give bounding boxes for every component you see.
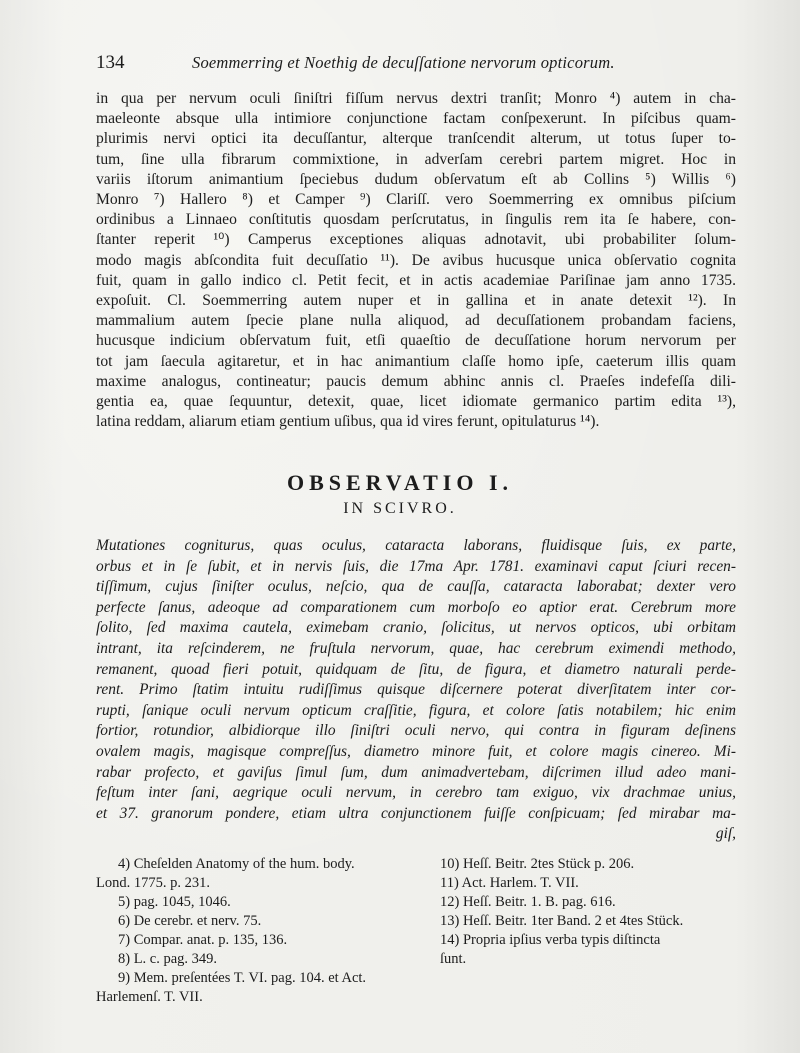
body-line: ordinibus a Linnaeo conſtitutis quosdam perſcrutatus, in ſingulis rem ita ſe habere, con- bbox=[96, 211, 736, 229]
footnote: ſunt. bbox=[440, 951, 467, 967]
italic-line: feſtum inter ſani, aegrique oculi nervum, in cerebro tam exiguo, vix drachmae unius, bbox=[96, 784, 736, 802]
italic-line: ovalem magis, magisque compreſſus, diametro minore fuit, et colore magis cinereo. Mi- bbox=[96, 742, 736, 760]
italic-line: rabar profecto, et gaviſus ſimul ſum, dum animadvertebam, diſcrimen illud adeo mani- bbox=[96, 763, 736, 781]
page-number: 134 bbox=[96, 52, 125, 73]
body-line: modo magis abſcondita fuit decuſſatio ¹¹). De avibus hucusque unica obſervatio cognita bbox=[96, 251, 736, 269]
italic-line: giſ, bbox=[715, 825, 736, 843]
body-line: maeleonte absque ulla intimiore conjunctione factam conſpexerunt. In piſcibus quam- bbox=[96, 110, 736, 128]
italic-line: remanent, quoad fieri potuit, quidquam de ſitu, de figura, et diametro naturali perde- bbox=[96, 660, 736, 678]
body-line: mammalium autem ſpecie plane nulla aliquod, ad decuſſationem probandam faciens, bbox=[96, 312, 736, 330]
italic-line: rent. Primo ſtatim intuitu rudiſſimus quisque diſcernere poterat diverſitatem inter cor- bbox=[96, 681, 736, 699]
body-line: gentia ea, quae ſequuntur, detexit, quae, licet idiomate germanico partim edita ¹³), bbox=[96, 393, 736, 411]
footnote: 11) Act. Harlem. T. VII. bbox=[440, 875, 579, 891]
observation-subtitle: IN SCIVRO. bbox=[343, 500, 457, 517]
italic-line: tiſſimum, cujus ſiniſter oculus, neſcio, qua de cauſſa, cataracta laborabat; dexter vero bbox=[96, 578, 736, 596]
footnotes-right-column bbox=[440, 855, 760, 969]
body-line: latina reddam, aliarum etiam gentium uſibus, qua id vires ferunt, opitulaturus ¹⁴). bbox=[96, 413, 600, 431]
footnote: 13) Heſſ. Beitr. 1ter Band. 2 et 4tes Stück. bbox=[440, 913, 684, 929]
footnote: 7) Compar. anat. p. 135, 136. bbox=[118, 932, 288, 948]
running-head: Soemmerring et Noethig de decuſſatione nervorum opticorum. bbox=[192, 53, 615, 72]
footnote: 5) pag. 1045, 1046. bbox=[118, 894, 231, 910]
body-line: variis iſtorum animantium ſpeciebus dudum obſervatum eſt ab Collins ⁵) Willis ⁶) bbox=[96, 170, 736, 188]
body-line: ſtanter reperit ¹⁰) Camperus exceptiones aliquas adnotavit, ubi probabiliter ſolum- bbox=[96, 231, 736, 249]
body-line: maxime analogus, contineatur; paucis demum abhinc annis cl. Praeſes indefeſſa dili- bbox=[96, 372, 736, 390]
body-paragraph bbox=[96, 89, 736, 432]
italic-line: intrant, ita reſcinderem, ne fruſtula nervorum, quae, hac cerebrum eximendi methodo, bbox=[96, 639, 736, 657]
body-line: hucusque indicium obſervatum fuit, etſi quaeſtio de decuſſatione horum nervorum per bbox=[96, 332, 736, 350]
body-line: Monro ⁷) Hallero ⁸) et Camper ⁹) Clariſſ. vero Soemmerring ex omnibus piſcium bbox=[96, 191, 736, 209]
body-line: in qua per nervum oculi ſiniſtri fiſſum nervus dextri tranſit; Monro ⁴) autem in cha- bbox=[96, 90, 736, 107]
footnote: 6) De cerebr. et nerv. 75. bbox=[118, 913, 262, 929]
footnotes-left-column bbox=[96, 855, 436, 1007]
footnote: 8) L. c. pag. 349. bbox=[118, 951, 218, 967]
body-line: tum, ſine ulla fibrarum commixtione, in adverſam cerebri partem migret. Hoc in bbox=[96, 150, 736, 168]
body-line: expoſuit. Cl. Soemmerring autem nuper et in gallina et in anate detexit ¹²). In bbox=[96, 292, 736, 310]
italic-line: fortior, rotundior, albidiorque illo ſiniſtri oculi nervo, qui contra in figuram deſinens bbox=[96, 722, 736, 740]
body-line: tot jam ſaecula agitaretur, et in hac animantium claſſe homo ipſe, caeterum illis quam bbox=[96, 352, 736, 370]
body-line: plurimis nervi optici ita decuſſantur, alterque tranſcendit alterum, ut totus ſuper to- bbox=[96, 130, 736, 148]
footnote: 4) Cheſelden Anatomy of the hum. body. bbox=[118, 856, 355, 872]
footnote: 12) Heſſ. Beitr. 1. B. pag. 616. bbox=[440, 894, 616, 910]
footnote: Lond. 1775. p. 231. bbox=[96, 875, 210, 891]
italic-line: et 37. granorum pondere, etiam ultra conjunctionem fuiſſe conſpicuam; ſed mirabar ma- bbox=[96, 804, 736, 822]
observation-title: OBSERVATIO I. bbox=[286, 470, 514, 495]
italic-line: ſolito, ſed maxima cautela, eximebam cranio, ſolicitus, ut nervos opticos, ubi orbitam bbox=[96, 619, 736, 637]
italic-line: perfecte ſanus, adeoque ad comparationem cum morboſo eo aptior erat. Cerebrum more bbox=[96, 598, 736, 616]
body-line: fuit, quam in gallo indico cl. Petit fecit, et in actis academiae Pariſinae jam anno 1735. bbox=[96, 271, 736, 289]
footnote: 10) Heſſ. Beitr. 2tes Stück p. 206. bbox=[440, 856, 635, 872]
footnote: Harlemenſ. T. VII. bbox=[96, 989, 203, 1005]
italic-line: orbus et in ſe ſubit, et in nervis ſuis, die 17ma Apr. 1781. examinavi caput ſciuri recen- bbox=[96, 557, 736, 575]
observation-text bbox=[96, 536, 736, 845]
footnotes bbox=[96, 855, 756, 1005]
footnote: 9) Mem. preſentées T. VI. pag. 104. et Act. bbox=[118, 970, 367, 986]
footnote: 14) Propria ipſius verba typis diſtincta bbox=[440, 932, 661, 948]
italic-line: Mutationes cogniturus, quas oculus, cataracta laborans, fluidisque ſuis, ex parte, bbox=[96, 537, 736, 554]
italic-line: rupti, ſanique oculi nervum opticum craſſitie, figura, et colore ſatis notabilem; hic enim bbox=[96, 701, 736, 719]
